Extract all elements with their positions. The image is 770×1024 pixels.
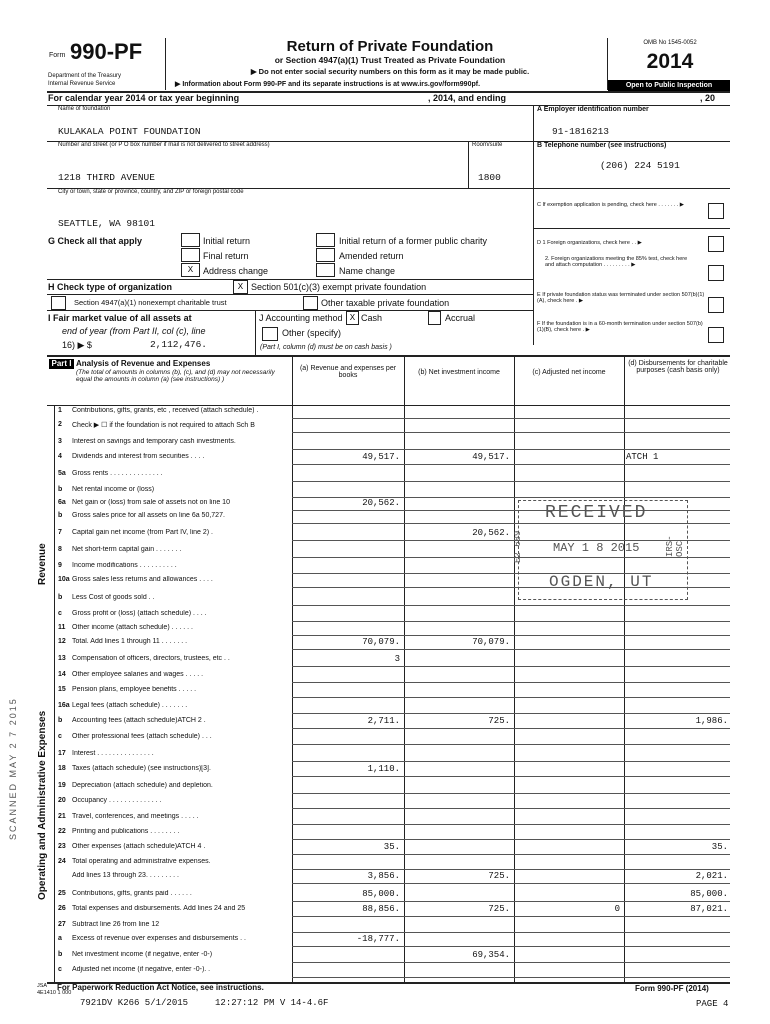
line-number: 9 [58, 562, 62, 569]
foreign-org-label: D 1 Foreign organizations, check here . . ▶ [537, 240, 642, 246]
dept-label: Department of the Treasury [48, 73, 122, 79]
h-label: H Check type of organization [48, 282, 173, 292]
row-rule [292, 776, 730, 777]
row-rule [292, 744, 730, 745]
cell-a[interactable]: 3,856. [367, 871, 400, 881]
row-rule [292, 962, 730, 963]
initial-return-checkbox[interactable] [181, 233, 200, 247]
line-label: Net rental income or (loss) [72, 486, 155, 493]
open-public: Open to Public Inspection [608, 80, 730, 91]
stamp-ogden: OGDEN, UT [549, 573, 654, 591]
other-taxable-checkbox[interactable] [303, 296, 318, 310]
stamp-code: E2 689 [513, 530, 523, 563]
stamp-irs: IRS-OSC [665, 535, 685, 557]
cell-a[interactable]: -18,777. [356, 934, 400, 944]
line-number: 17 [58, 750, 66, 757]
fmv-value[interactable]: 2,112,476. [150, 339, 208, 350]
line-number: 1 [58, 407, 62, 414]
col-c-header: (c) Adjusted net income [532, 369, 606, 376]
cell-b[interactable]: 725. [488, 716, 510, 726]
i-label-1: I Fair market value of all assets at [48, 313, 192, 323]
ein-value[interactable]: 91-1816213 [552, 126, 610, 137]
cell-d[interactable]: 87,021. [690, 904, 728, 914]
terminated-label: E If private foundation status was terminated under section 507(b)(1)(A), check here . ▶ [537, 292, 705, 304]
row-rule [292, 869, 730, 870]
row-rule [292, 621, 730, 622]
col-a-header: (a) Revenue and expenses per books [299, 365, 397, 379]
amended-label: Amended return [339, 251, 404, 261]
terminated-checkbox[interactable] [708, 297, 724, 313]
line-label: Excess of revenue over expenses and disbursements . . [72, 935, 246, 942]
line-label: Net investment income (if negative, enter -0-) [72, 951, 213, 958]
line-label: Dividends and interest from securities . . . . [72, 453, 205, 460]
row-rule [292, 666, 730, 667]
row-rule [292, 901, 730, 902]
line-label: Accounting fees (attach schedule)ATCH 2 . [72, 717, 206, 724]
received-stamp [513, 500, 688, 600]
line-number: 15 [58, 686, 66, 693]
irs-label: Internal Revenue Service [48, 81, 116, 87]
row-rule [292, 635, 730, 636]
cell-a[interactable]: 85,000. [362, 889, 400, 899]
final-return-checkbox[interactable] [181, 248, 200, 262]
row-rule [292, 697, 730, 698]
cell-d[interactable]: 2,021. [695, 871, 728, 881]
i-label-3: 16) ▶ $ [62, 340, 92, 350]
line-number: 22 [58, 828, 66, 835]
accrual-label: Accrual [445, 313, 476, 323]
line-number: 21 [58, 813, 66, 820]
cell-b[interactable]: 69,354. [472, 950, 510, 960]
row-rule [292, 883, 730, 884]
line-label: Net short-term capital gain . . . . . . . [72, 546, 182, 553]
batch-line: 7921DV K266 5/1/2015 12:27:12 PM V 14-4.6F [80, 998, 329, 1008]
cell-d[interactable]: 1,986. [695, 716, 728, 726]
row-rule [292, 682, 730, 683]
line-label: Occupancy . . . . . . . . . . . . . . [72, 797, 162, 804]
line-number: 25 [58, 890, 66, 897]
cell-a[interactable]: 20,562. [362, 498, 400, 508]
row-rule [292, 793, 730, 794]
line-label: Other professional fees (attach schedule) . . . [72, 733, 212, 740]
address-change-checkbox[interactable]: X [181, 263, 200, 277]
i-label-2: end of year (from Part II, col (c), line [62, 326, 206, 336]
row-rule [292, 418, 730, 419]
line-number: c [58, 610, 62, 617]
line-label: Income modifications . . . . . . . . . . [72, 562, 177, 569]
line-label: Compensation of officers, directors, trustees, etc . . [72, 655, 230, 662]
line-number: 19 [58, 782, 66, 789]
line-label: Total. Add lines 1 through 11 . . . . . . . [72, 638, 188, 645]
line-number: 20 [58, 797, 66, 804]
ein-label: A Employer identification number [537, 106, 649, 113]
row-rule [292, 481, 730, 482]
other-method-label: Other (specify) [282, 328, 342, 338]
line-label: Travel, conferences, and meetings . . . . . [72, 813, 199, 820]
line-label: Other expenses (attach schedule)ATCH 4 . [72, 843, 206, 850]
cash-label: Cash [361, 313, 383, 323]
row-rule [292, 464, 730, 465]
line-number: 4 [58, 453, 62, 460]
line-number: 8 [58, 546, 62, 553]
termination-60-label: F If the foundation is in a 60-month termination under section 507(b)(1)(B), check here . ▶ [537, 321, 703, 333]
line-number: 3 [58, 438, 62, 445]
line-number: a [58, 935, 62, 942]
phone-label: B Telephone number (see instructions) [537, 142, 667, 149]
4947-label: Section 4947(a)(1) nonexempt charitable trust [74, 298, 227, 307]
line-number: 11 [58, 624, 66, 631]
line-number: c [58, 966, 62, 973]
line-label: Pension plans, employee benefits . . . . . [72, 686, 197, 693]
line-label: Add lines 13 through 23. . . . . . . . . [72, 872, 180, 879]
termination-60-checkbox[interactable] [708, 327, 724, 343]
line-label: Gross rents . . . . . . . . . . . . . . [72, 470, 163, 477]
cell-b[interactable]: 20,562. [472, 528, 510, 538]
street-address[interactable]: 1218 THIRD AVENUE [58, 172, 155, 183]
line-number: b [58, 486, 63, 493]
line-label: Less Cost of goods sold . . [72, 594, 155, 601]
tax-year: 2014 [646, 50, 694, 73]
cell-d[interactable]: ATCH 1 [626, 452, 659, 462]
line-number: 24 [58, 858, 66, 865]
name-label: Name of foundation [58, 106, 111, 112]
foreign-org-checkbox[interactable] [708, 236, 724, 252]
line-label: Total expenses and disbursements. Add lines 24 and 25 [72, 905, 246, 912]
line-number: 12 [58, 638, 66, 645]
line-label: Legal fees (attach schedule) . . . . . . . [72, 702, 188, 709]
foreign-85-label: 2. Foreign organizations meeting the 85% test, check here and attach computation . . . . . . . . . ▶ [545, 256, 688, 268]
amended-checkbox[interactable] [316, 248, 335, 262]
line-label: Interest . . . . . . . . . . . . . . . [72, 750, 154, 757]
line-number: 6a [58, 499, 66, 506]
row-rule [292, 839, 730, 840]
row-rule [292, 449, 730, 450]
row-rule [292, 432, 730, 433]
501c3-label: Section 501(c)(3) exempt private foundation [251, 282, 427, 292]
row-rule [292, 713, 730, 714]
footer-form: Form 990-PF (2014) [635, 984, 709, 993]
calendar-label: For calendar year 2014 or tax year beginning [48, 93, 240, 103]
cell-b[interactable]: 725. [488, 871, 510, 881]
calendar-end: , 20 [700, 93, 716, 103]
line-number: 10a [58, 576, 70, 583]
row-rule [292, 916, 730, 917]
part1-desc: (The total of amounts in columns (b), (c), and (d) may not necessarily equal the amounts in column (a) (see instructions) ) [76, 369, 275, 383]
col-b-header: (b) Net investment income [418, 369, 500, 376]
form-number: 990-PF [70, 39, 143, 64]
line-label: Contributions, gifts, grants paid . . . . . . [72, 890, 192, 897]
initial-former-label: Initial return of a former public charity [339, 236, 488, 246]
line-number: c [58, 733, 62, 740]
initial-return-label: Initial return [203, 236, 251, 246]
room-label: Room/suite [472, 142, 503, 148]
name-change-checkbox[interactable] [316, 263, 335, 277]
calendar-mid: , 2014, and ending [428, 93, 507, 103]
exemption-pending-checkbox[interactable] [708, 203, 724, 219]
form-label: Form [49, 52, 66, 59]
line-label: Adjusted net income (if negative, enter -0-). . [72, 966, 211, 973]
cell-d[interactable]: 85,000. [690, 889, 728, 899]
phone-value[interactable]: (206) 224 5191 [600, 160, 680, 171]
line-label: Net gain or (loss) from sale of assets not on line 10 [72, 499, 230, 506]
line-label: Depreciation (attach schedule) and depletion. [72, 782, 213, 789]
cell-d[interactable]: 35. [711, 842, 728, 852]
4947-checkbox[interactable] [51, 296, 66, 310]
name-change-label: Name change [339, 266, 396, 276]
line-number: 14 [58, 671, 66, 678]
cash-basis-note: (Part I, column (d) must be on cash basis ) [260, 344, 392, 351]
final-return-label: Final return [203, 251, 249, 261]
line-label: Total operating and administrative expenses. [72, 858, 211, 865]
cell-a[interactable]: 3 [394, 654, 400, 664]
line-number: 18 [58, 765, 66, 772]
other-taxable-label: Other taxable private foundation [321, 298, 450, 308]
row-rule [292, 977, 730, 978]
row-rule [292, 946, 730, 947]
paperwork-notice: For Paperwork Reduction Act Notice, see instructions. [57, 983, 264, 992]
cash-checkbox[interactable]: X [346, 311, 359, 325]
line-number: 23 [58, 843, 66, 850]
page-number: PAGE 4 [696, 999, 729, 1009]
revenue-side-label: Revenue [37, 543, 48, 585]
jsa-code: 4E1410 1 000 [37, 990, 72, 996]
line-number: b [58, 951, 63, 958]
expenses-side-label: Operating and Administrative Expenses [37, 710, 48, 900]
cell-a[interactable]: 49,517. [362, 452, 400, 462]
scanned-stamp: SCANNED MAY 2 7 2015 [8, 697, 18, 840]
cell-b[interactable]: 70,079. [472, 637, 510, 647]
row-rule [292, 808, 730, 809]
jsa-label: JSA [37, 983, 48, 989]
stamp-date: MAY 1 8 2015 [553, 541, 640, 555]
line-label: Capital gain net income (from Part IV, line 2) . [72, 529, 213, 536]
line-label: Gross sales less returns and allowances . . . . [72, 576, 213, 583]
line-number: 7 [58, 529, 62, 536]
part1-tag: Part I [49, 359, 74, 369]
cell-a[interactable]: 2,711. [367, 716, 400, 726]
line-label: Gross sales price for all assets on line 6a 50,727. [72, 512, 225, 519]
cell-c[interactable]: 0 [614, 904, 620, 914]
accrual-checkbox[interactable] [428, 311, 441, 325]
stamp-received: RECEIVED [545, 503, 648, 523]
cell-a[interactable]: 35. [383, 842, 400, 852]
room-suite[interactable]: 1800 [478, 172, 501, 183]
line-label: Gross profit or (loss) (attach schedule) . . . . [72, 610, 207, 617]
row-rule [292, 932, 730, 933]
line-number: 26 [58, 905, 66, 912]
cell-b[interactable]: 49,517. [472, 452, 510, 462]
cell-a[interactable]: 70,079. [362, 637, 400, 647]
cell-b[interactable]: 725. [488, 904, 510, 914]
col-d-header: (d) Disbursements for charitable purposes (cash basis only) [628, 360, 728, 374]
cell-a[interactable]: 1,110. [367, 764, 400, 774]
row-rule [292, 761, 730, 762]
line-number: 2 [58, 421, 62, 428]
foreign-85-checkbox[interactable] [708, 265, 724, 281]
exemption-pending-label: C If exemption application is pending, check here . . . . . . . ▶ [537, 202, 684, 208]
foundation-name[interactable]: KULAKALA POINT FOUNDATION [58, 126, 201, 137]
city-state-zip[interactable]: SEATTLE, WA 98101 [58, 218, 155, 229]
street-label: Number and street (or P O box number if mail is not delivered to street address) [58, 142, 270, 148]
omb-number: OMB No 1545-0052 [643, 40, 697, 46]
line-number: 27 [58, 921, 66, 928]
form-title: Return of Private Foundation [286, 38, 494, 55]
other-method-checkbox[interactable] [262, 327, 278, 341]
line-number: b [58, 512, 63, 519]
line-number: 5a [58, 470, 66, 477]
form-subtitle: or Section 4947(a)(1) Trust Treated as Private Foundation [274, 55, 506, 65]
g-label: G Check all that apply [48, 236, 143, 246]
row-rule [292, 649, 730, 650]
ssn-warning: ▶ Do not enter social security numbers on this form as it may be made public. [250, 67, 530, 76]
j-label: J Accounting method [259, 313, 343, 323]
line-number: 13 [58, 655, 66, 662]
line-number: 16a [58, 702, 70, 709]
line-label: Other employee salaries and wages . . . . . [72, 671, 204, 678]
row-rule [292, 605, 730, 606]
line-label: Interest on savings and temporary cash investments. [72, 438, 236, 445]
info-note: ▶ Information about Form 990-PF and its separate instructions is at www.irs.gov/form990pf. [175, 81, 481, 88]
line-label: Other income (attach schedule) . . . . . . [72, 624, 193, 631]
row-rule [292, 824, 730, 825]
row-rule [292, 854, 730, 855]
line-number: b [58, 717, 63, 724]
part1-title: Analysis of Revenue and Expenses [76, 359, 211, 368]
row-rule [292, 728, 730, 729]
501c3-checkbox[interactable]: X [233, 280, 248, 294]
line-label: Taxes (attach schedule) (see instructions)[3]. [72, 765, 211, 772]
line-number: b [58, 594, 63, 601]
line-label: Subtract line 26 from line 12 [72, 921, 160, 928]
line-label: Check ▶ ☐ if the foundation is not required to attach Sch B [72, 422, 255, 429]
city-label: City or town, state or province, country, and ZIP or foreign postal code [58, 189, 244, 195]
line-label: Printing and publications . . . . . . . . [72, 828, 180, 835]
line-label: Contributions, gifts, grants, etc , received (attach schedule) . [72, 407, 259, 414]
cell-a[interactable]: 88,856. [362, 904, 400, 914]
initial-former-checkbox[interactable] [316, 233, 335, 247]
address-change-label: Address change [203, 266, 269, 276]
